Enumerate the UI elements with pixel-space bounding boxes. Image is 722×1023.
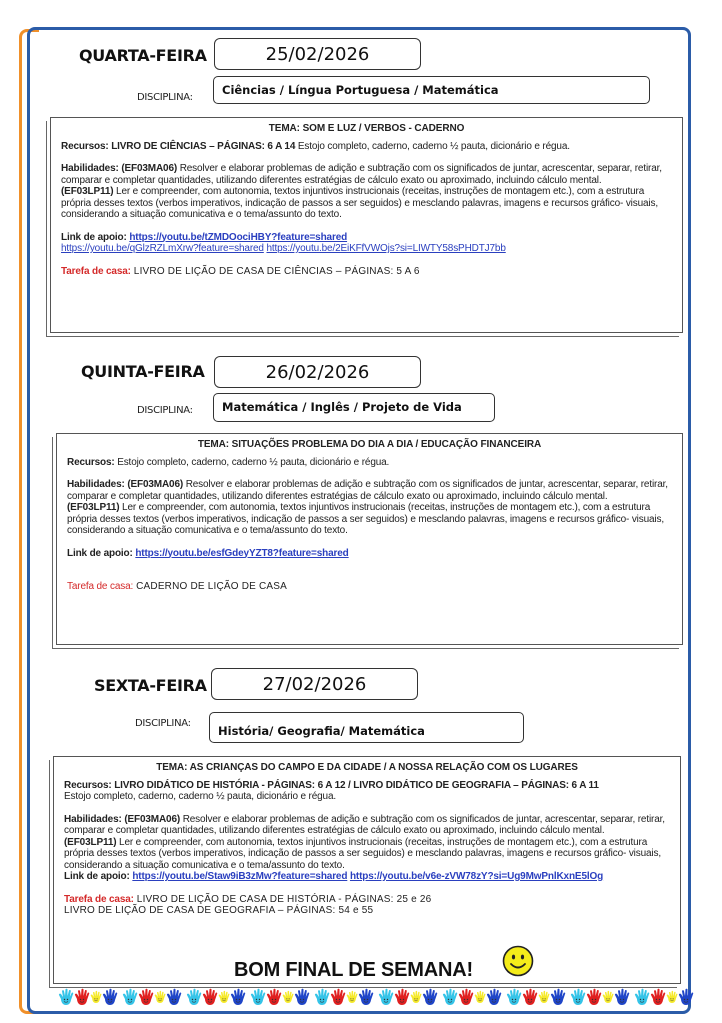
tarefa-text: LIVRO DE LIÇÃO DE CASA DE CIÊNCIAS – PÁGINAS: 5 A 6: [130, 265, 420, 277]
recursos-materials: Estojo completo, caderno, caderno ½ pauta, dicionário e régua.: [295, 140, 570, 152]
link-label: Link de apoio:: [64, 871, 130, 882]
hand-icon: [506, 988, 522, 1006]
tarefa-line: [61, 266, 672, 278]
hand-icon: [186, 988, 202, 1006]
tarefa-line: [67, 581, 672, 593]
hand-icon: [614, 988, 630, 1006]
habilidade-code: (EF03MA06): [127, 479, 184, 490]
hand-icon: [570, 988, 586, 1006]
hand-icon: [442, 988, 458, 1006]
disciplina-box-quinta: Matemática / Inglês / Projeto de Vida: [213, 393, 495, 422]
hand-icon: [154, 990, 166, 1004]
tarefa-text-2: LIVRO DE LIÇÃO DE CASA DE GEOGRAFIA – PÁGINAS: 54 e 55: [64, 905, 374, 916]
hand-icon: [58, 988, 74, 1006]
hand-group: [314, 988, 374, 1008]
recursos-line: [67, 457, 672, 469]
tarefa-label: Tarefa de casa:: [67, 581, 134, 592]
hand-icon: [122, 988, 138, 1006]
hand-group: [58, 988, 118, 1008]
hand-icon: [218, 990, 230, 1004]
hand-icon: [378, 988, 394, 1006]
hand-group: [442, 988, 502, 1008]
hand-icon: [202, 988, 218, 1006]
hand-icon: [102, 988, 118, 1006]
support-link[interactable]: https://youtu.be/esfGdeyYZT8?feature=shared: [135, 547, 349, 559]
link-line: [64, 871, 670, 883]
habilidade-text: Resolver e elaborar problemas de adição e subtração com os significados de juntar, acrescentar, separar, retirar, comparar e completar quantidades, utilizando diferentes estratégias de cálculo exato ou aproximado, incluindo cálculo mental.: [64, 813, 665, 836]
recursos-line: [64, 780, 670, 792]
hand-icon: [410, 990, 422, 1004]
closing-message: BOM FINAL DE SEMANA!: [234, 959, 473, 981]
hand-icon: [230, 988, 246, 1006]
hand-icon: [294, 988, 310, 1006]
habilidades-label: Habilidades:: [67, 479, 125, 490]
disciplina-label: DISCIPLINA:: [137, 405, 193, 416]
hand-icon: [522, 988, 538, 1006]
habilidade-text: Ler e compreender, com autonomia, textos injuntivos instrucionais (receitas, instruções de montagem etc.), com a estrutura própria desses textos (verbos imperativos, indicação de passos a ser seguidos) e mesclando palavras, imagens e recursos gráfico- visuais, considerando a situação comunicativa e o tema/assunto do texto.: [64, 836, 661, 871]
hand-icon: [138, 988, 154, 1006]
link-label: Link de apoio:: [61, 231, 127, 243]
recursos-materials: Estojo completo, caderno, caderno ½ pauta, dicionário e régua.: [114, 456, 390, 468]
support-link[interactable]: https://youtu.be/Staw9iB3zMw?feature=shared: [132, 871, 348, 882]
hand-icon: [550, 988, 566, 1006]
habilidade-code: (EF03MA06): [121, 163, 178, 174]
tarefa-label: Tarefa de casa:: [61, 265, 131, 277]
hand-icon: [314, 988, 330, 1006]
hand-icon: [586, 988, 602, 1006]
habilidade-ma06: [64, 814, 670, 837]
tema-heading: TEMA: SOM E LUZ / VERBOS - CADERNO: [268, 123, 465, 134]
support-link[interactable]: https://youtu.be/2EiKFfVWOjs?si=LIWTY58sPHDTJ7bb: [266, 243, 506, 254]
habilidades-label: Habilidades:: [64, 813, 122, 825]
hand-group: [378, 988, 438, 1008]
habilidade-text: Ler e compreender, com autonomia, textos injuntivos instrucionais (receitas, instruções de montagem etc.), com a estrutura própria desses textos (verbos imperativos, indicação de passos a ser seguidos) e mesclando palavras, imagens e recursos gráfico- visuais, considerando a situação comunicativa e o tema/assunto do texto.: [67, 502, 664, 536]
hand-group: [250, 988, 310, 1008]
hand-group: [186, 988, 246, 1008]
day-label-quarta: QUARTA-FEIRA: [79, 46, 207, 65]
recursos-book: LIVRO DE CIÊNCIAS – PÁGINAS: 6 A 14: [111, 140, 296, 152]
hand-icon: [166, 988, 182, 1006]
link-line: [61, 232, 672, 244]
hand-icon: [678, 988, 694, 1006]
hand-icon: [650, 988, 666, 1006]
tema-heading: TEMA: AS CRIANÇAS DO CAMPO E DA CIDADE / A NOSSA RELAÇÃO COM OS LUGARES: [156, 762, 578, 773]
date-box-sexta: 27/02/2026: [211, 668, 418, 700]
habilidade-ma06: [67, 479, 672, 502]
recursos-label: Recursos:: [64, 779, 112, 791]
recursos-line: [61, 141, 672, 153]
habilidade-code: (EF03LP11): [64, 836, 117, 848]
hand-icon: [486, 988, 502, 1006]
hand-icon: [330, 988, 346, 1006]
hand-icon: [422, 988, 438, 1006]
recursos-books: LIVRO DIDÁTICO DE HISTÓRIA - PÁGINAS: 6 A 12 / LIVRO DIDÁTICO DE GEOGRAFIA – PÁGINAS: 6 A 11: [114, 779, 599, 791]
hands-decoration: [58, 988, 698, 1008]
habilidade-lp11: [64, 837, 670, 872]
recursos-label: Recursos:: [61, 140, 109, 152]
support-link[interactable]: https://youtu.be/qGlzRZLmXrw?feature=shared: [61, 243, 264, 254]
disciplina-label: DISCIPLINA:: [135, 718, 191, 729]
disciplina-box-quarta: Ciências / Língua Portuguesa / Matemática: [213, 76, 650, 104]
habilidade-text: Resolver e elaborar problemas de adição e subtração com os significados de juntar, acrescentar, separar, retirar, comparar e completar quantidades, utilizando diferentes estratégias de cálculo exato ou aproximado, incluindo cálculo mental.: [61, 163, 662, 186]
hand-icon: [394, 988, 410, 1006]
hand-icon: [666, 990, 678, 1004]
habilidade-code: (EF03LP11): [61, 186, 114, 197]
tarefa-label: Tarefa de casa:: [64, 893, 134, 905]
date-box-quarta: 25/02/2026: [214, 38, 421, 70]
tarefa-line: [64, 894, 670, 906]
lesson-card-quinta: [56, 433, 683, 645]
habilidades-label: Habilidades:: [61, 163, 119, 174]
link-line: [67, 548, 672, 560]
habilidade-code: (EF03MA06): [124, 813, 181, 825]
hand-icon: [74, 988, 90, 1006]
habilidade-code: (EF03LP11): [67, 502, 120, 513]
disciplina-box-sexta: História/ Geografia/ Matemática: [209, 712, 524, 743]
hand-group: [122, 988, 182, 1008]
day-label-quinta: QUINTA-FEIRA: [81, 362, 205, 381]
habilidade-lp11: [61, 186, 672, 221]
support-link[interactable]: https://youtu.be/tZMDOociHBY?feature=shared: [129, 231, 348, 243]
hand-group: [570, 988, 630, 1008]
recursos-label: Recursos:: [67, 456, 115, 468]
hand-group: [634, 988, 694, 1008]
hand-icon: [282, 990, 294, 1004]
tema-heading: TEMA: SITUAÇÕES PROBLEMA DO DIA A DIA / EDUCAÇÃO FINANCEIRA: [197, 439, 542, 450]
habilidade-text: Ler e compreender, com autonomia, textos injuntivos instrucionais (receitas, instruções de montagem etc.), com a estrutura própria desses textos (verbos imperativos, indicação de passos a ser seguidos) e mesclando palavras, imagens e recursos gráfico- visuais, considerando a situação comunicativa e o tema/assunto do texto.: [61, 186, 658, 220]
hand-icon: [266, 988, 282, 1006]
link-line: [61, 243, 672, 255]
recursos-materials: Estojo completo, caderno, caderno ½ pauta, dicionário e régua.: [64, 791, 336, 802]
lesson-card-sexta: [53, 756, 681, 984]
date-box-quinta: 26/02/2026: [214, 356, 421, 388]
habilidade-ma06: [61, 163, 672, 186]
hand-icon: [346, 990, 358, 1004]
hand-icon: [602, 990, 614, 1004]
lesson-card-quarta: [50, 117, 683, 333]
hand-icon: [358, 988, 374, 1006]
day-label-sexta: SEXTA-FEIRA: [94, 676, 207, 695]
disciplina-label: DISCIPLINA:: [137, 92, 193, 103]
hand-group: [506, 988, 566, 1008]
hand-icon: [474, 990, 486, 1004]
hand-icon: [90, 990, 102, 1004]
hand-icon: [458, 988, 474, 1006]
hand-icon: [250, 988, 266, 1006]
habilidade-lp11: [67, 502, 672, 537]
hand-icon: [538, 990, 550, 1004]
link-label: Link de apoio:: [67, 547, 133, 559]
smiley-face-icon: [502, 945, 534, 977]
habilidade-text: Resolver e elaborar problemas de adição e subtração com os significados de juntar, acrescentar, separar, retirar, comparar e completar quantidades, utilizando diferentes estratégias de cálculo exato ou aproximado, incluindo cálculo mental.: [67, 479, 668, 502]
support-link[interactable]: https://youtu.be/v6e-zVW78zY?si=Ug9MwPnlKxnE5lOg: [349, 871, 604, 882]
tarefa-text: CADERNO DE LIÇÃO DE CASA: [133, 581, 288, 592]
tarefa-text: LIVRO DE LIÇÃO DE CASA DE HISTÓRIA - PÁGINAS: 25 e 26: [133, 893, 432, 905]
hand-icon: [634, 988, 650, 1006]
